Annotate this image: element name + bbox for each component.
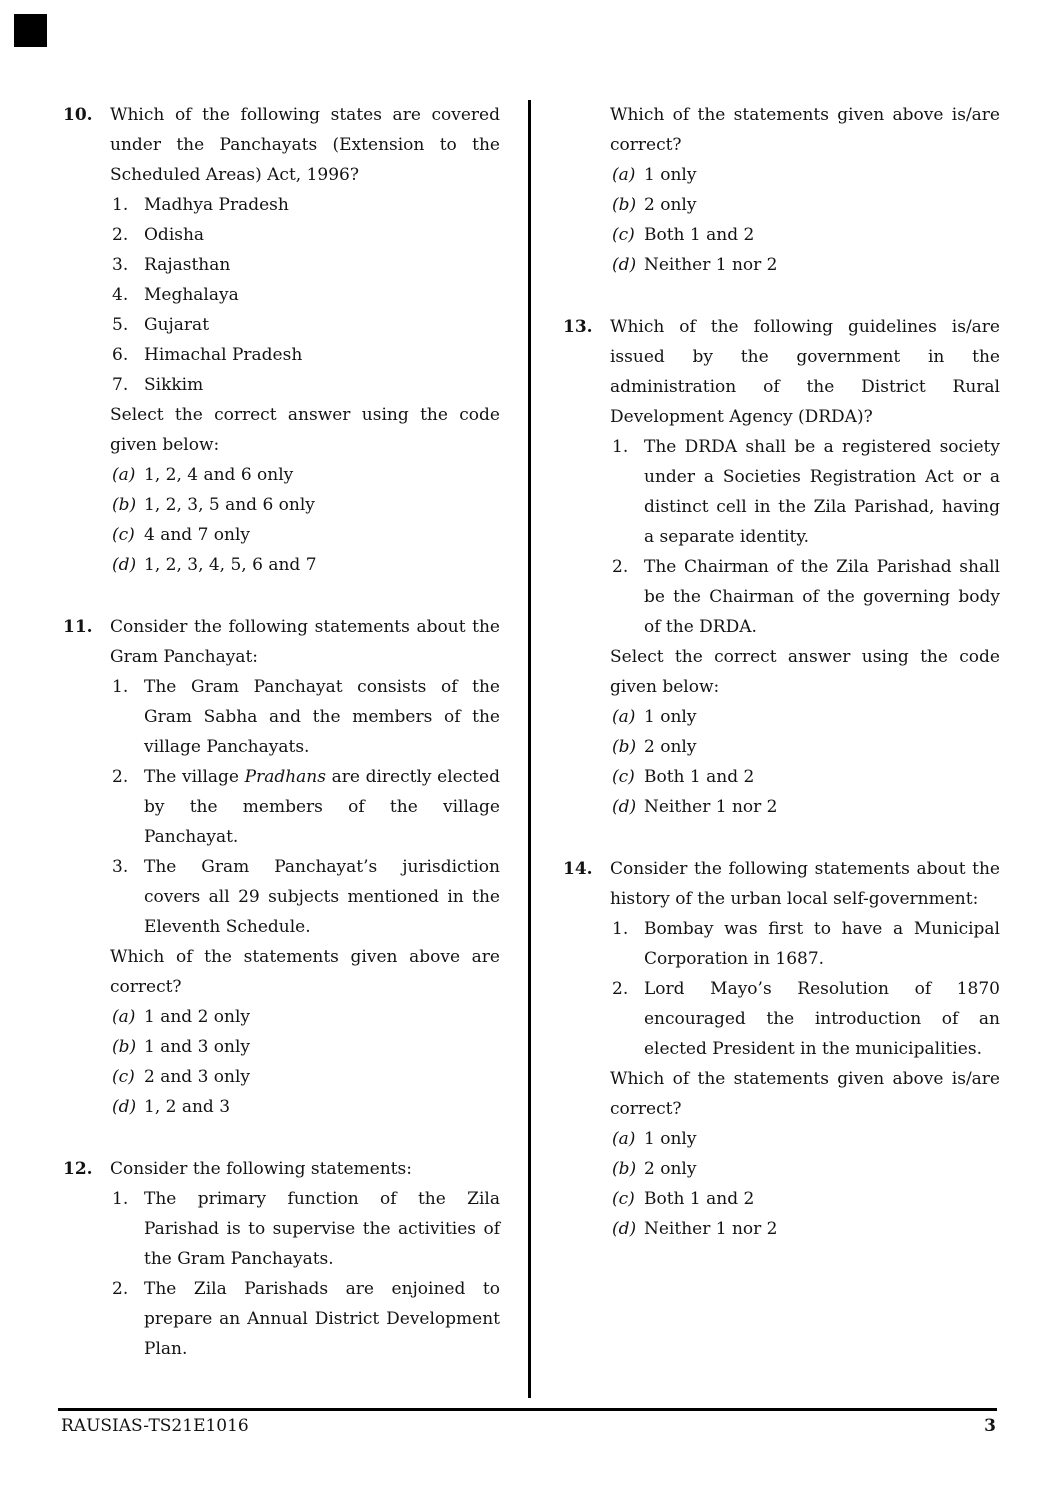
statement-row	[610, 552, 1000, 642]
statement-number: 2.	[612, 557, 629, 577]
options-list	[110, 1002, 500, 1122]
question-body	[110, 612, 500, 1122]
statement-text: Sikkim	[144, 375, 204, 395]
option-row	[610, 702, 1000, 732]
option-row	[610, 762, 1000, 792]
question-number: 14.	[563, 859, 593, 879]
column-right	[563, 100, 1000, 1276]
statement-number: 3.	[112, 857, 129, 877]
question-number: 11.	[63, 617, 93, 637]
question-text: Consider the following statements about the Gram Panchayat:	[110, 617, 500, 667]
option-text: 1 only	[644, 1129, 697, 1149]
statement-row	[110, 672, 500, 762]
statement-number: 5.	[112, 315, 129, 335]
statement-text: Odisha	[144, 225, 205, 245]
statement-row	[110, 280, 500, 310]
statement-text: The Zila Parishads are enjoined to prepare an Annual District Development Plan.	[144, 1279, 500, 1359]
option-letter: (c)	[612, 767, 635, 787]
footer-code: RAUSIAS-TS21E1016	[61, 1416, 249, 1436]
statement-text-segment: Pradhans	[244, 767, 326, 787]
question-block	[63, 1154, 500, 1364]
question-number: 12.	[63, 1159, 93, 1179]
statement-row	[110, 762, 500, 852]
option-row	[610, 1214, 1000, 1244]
statement-text: Gujarat	[144, 315, 210, 335]
option-text: 2 only	[644, 195, 697, 215]
statement-row	[610, 432, 1000, 552]
question-text: Which of the following guidelines is/are issued by the government in the administration of the District Rural Development Agency (DRDA)?	[610, 317, 1000, 427]
statement-number: 2.	[112, 1279, 129, 1299]
option-text: 1 and 3 only	[144, 1037, 251, 1057]
statement-row	[110, 1274, 500, 1364]
statement-text-segment: are directly elected by the members of the village Panchayat.	[144, 767, 500, 847]
options-list	[610, 702, 1000, 822]
statement-text-segment: The village	[144, 767, 245, 787]
option-text: Neither 1 nor 2	[644, 797, 778, 817]
statement-list	[110, 1184, 500, 1364]
option-text: Both 1 and 2	[644, 767, 755, 787]
question-block	[63, 612, 500, 1122]
statement-text: Meghalaya	[144, 285, 239, 305]
statement-number: 1.	[612, 919, 629, 939]
question-block	[563, 854, 1000, 1244]
statement-number: 1.	[112, 195, 129, 215]
question-number: 13.	[563, 317, 593, 337]
option-row	[110, 1062, 500, 1092]
statement-number: 1.	[112, 1189, 129, 1209]
option-row	[610, 220, 1000, 250]
statement-row	[110, 190, 500, 220]
statement-list	[110, 672, 500, 942]
option-letter: (c)	[112, 1067, 135, 1087]
column-left	[63, 100, 500, 1396]
option-row	[610, 1124, 1000, 1154]
option-row	[110, 460, 500, 490]
statement-text: The primary function of the Zila Parishad is to supervise the activities of the Gram Panchayats.	[144, 1189, 500, 1269]
question-body	[610, 100, 1000, 280]
question-text: Consider the following statements about the history of the urban local self-government:	[610, 859, 1000, 909]
statement-text	[144, 762, 500, 852]
question-body	[110, 100, 500, 580]
statement-row	[110, 852, 500, 942]
option-letter: (a)	[612, 165, 636, 185]
statement-text: The Gram Panchayat consists of the Gram Sabha and the members of the village Panchayats.	[144, 677, 500, 757]
option-row	[610, 792, 1000, 822]
option-text: 2 only	[644, 1159, 697, 1179]
statement-number: 1.	[612, 437, 629, 457]
question-body	[610, 312, 1000, 822]
statement-list	[610, 432, 1000, 642]
option-text: Neither 1 nor 2	[644, 1219, 778, 1239]
option-letter: (a)	[612, 1129, 636, 1149]
statement-row	[110, 310, 500, 340]
option-letter: (a)	[112, 1007, 136, 1027]
column-divider	[528, 100, 531, 1398]
statement-number: 7.	[112, 375, 129, 395]
option-text: Neither 1 nor 2	[644, 255, 778, 275]
statement-number: 2.	[612, 979, 629, 999]
question-text: Which of the statements given above is/are correct?	[610, 105, 1000, 155]
option-row	[110, 490, 500, 520]
option-row	[110, 1032, 500, 1062]
statement-text: Bombay was first to have a Municipal Corporation in 1687.	[644, 919, 1000, 969]
option-text: 1 and 2 only	[144, 1007, 251, 1027]
question-number: 10.	[63, 105, 93, 125]
statement-number: 4.	[112, 285, 129, 305]
option-text: 1, 2, 3, 4, 5, 6 and 7	[144, 555, 317, 575]
question-text: Which of the following states are covered under the Panchayats (Extension to the Scheduled Areas) Act, 1996?	[110, 105, 500, 185]
question-number	[563, 100, 610, 280]
statement-row	[110, 250, 500, 280]
statement-text: The Chairman of the Zila Parishad shall be the Chairman of the governing body of the DRDA.	[644, 557, 1000, 637]
option-letter: (b)	[112, 1037, 137, 1057]
question-block	[563, 312, 1000, 822]
option-letter: (d)	[612, 797, 637, 817]
statement-row	[110, 340, 500, 370]
statement-text: The DRDA shall be a registered society under a Societies Registration Act or a distinct cell in the Zila Parishad, having a separate identity.	[644, 437, 1000, 547]
option-row	[110, 1092, 500, 1122]
statement-number: 2.	[112, 225, 129, 245]
option-letter: (b)	[612, 195, 637, 215]
statement-row	[110, 370, 500, 400]
option-text: 4 and 7 only	[144, 525, 251, 545]
question-block	[563, 100, 1000, 280]
options-list	[610, 1124, 1000, 1244]
option-text: 1 only	[644, 165, 697, 185]
statement-number: 2.	[112, 767, 129, 787]
option-row	[110, 1002, 500, 1032]
options-list	[610, 160, 1000, 280]
statement-text: Rajasthan	[144, 255, 231, 275]
option-letter: (c)	[612, 225, 635, 245]
statement-number: 3.	[112, 255, 129, 275]
option-letter: (c)	[112, 525, 135, 545]
option-text: 1 only	[644, 707, 697, 727]
option-row	[110, 520, 500, 550]
statement-row	[110, 220, 500, 250]
statement-text: Himachal Pradesh	[144, 345, 303, 365]
option-letter: (d)	[112, 555, 137, 575]
page-number: 3	[984, 1416, 996, 1436]
option-letter: (a)	[612, 707, 636, 727]
option-text: 2 and 3 only	[144, 1067, 251, 1087]
statement-row	[610, 974, 1000, 1064]
statement-text: Lord Mayo’s Resolution of 1870 encouraged the introduction of an elected President in the municipalities.	[644, 979, 1000, 1059]
question-text: Select the correct answer using the code given below:	[110, 405, 500, 455]
option-letter: (d)	[612, 255, 637, 275]
question-block	[63, 100, 500, 580]
option-text: 1, 2, 3, 5 and 6 only	[144, 495, 315, 515]
option-text: Both 1 and 2	[644, 1189, 755, 1209]
option-row	[610, 250, 1000, 280]
option-row	[610, 732, 1000, 762]
option-row	[610, 160, 1000, 190]
option-row	[610, 190, 1000, 220]
option-letter: (b)	[612, 737, 637, 757]
option-letter: (a)	[112, 465, 136, 485]
question-text: Select the correct answer using the code given below:	[610, 647, 1000, 697]
statement-number: 1.	[112, 677, 129, 697]
option-text: 1, 2 and 3	[144, 1097, 231, 1117]
statement-list	[610, 914, 1000, 1064]
option-row	[110, 550, 500, 580]
statement-text: Madhya Pradesh	[144, 195, 289, 215]
option-text: Both 1 and 2	[644, 225, 755, 245]
statement-row	[610, 914, 1000, 974]
footer-rule	[58, 1408, 997, 1411]
option-letter: (b)	[612, 1159, 637, 1179]
option-row	[610, 1154, 1000, 1184]
options-list	[110, 460, 500, 580]
statement-list	[110, 190, 500, 400]
question-text: Consider the following statements:	[110, 1159, 412, 1179]
option-letter: (d)	[112, 1097, 137, 1117]
question-text: Which of the statements given above is/are correct?	[610, 1069, 1000, 1119]
scan-corner-mark	[14, 14, 47, 47]
statement-row	[110, 1184, 500, 1274]
option-letter: (b)	[112, 495, 137, 515]
statement-text: The Gram Panchayat’s jurisdiction covers all 29 subjects mentioned in the Eleventh Schedule.	[144, 857, 500, 937]
option-letter: (c)	[612, 1189, 635, 1209]
question-body	[110, 1154, 500, 1364]
option-letter: (d)	[612, 1219, 637, 1239]
question-text: Which of the statements given above are correct?	[110, 947, 500, 997]
question-body	[610, 854, 1000, 1244]
option-row	[610, 1184, 1000, 1214]
option-text: 2 only	[644, 737, 697, 757]
statement-number: 6.	[112, 345, 129, 365]
option-text: 1, 2, 4 and 6 only	[144, 465, 294, 485]
